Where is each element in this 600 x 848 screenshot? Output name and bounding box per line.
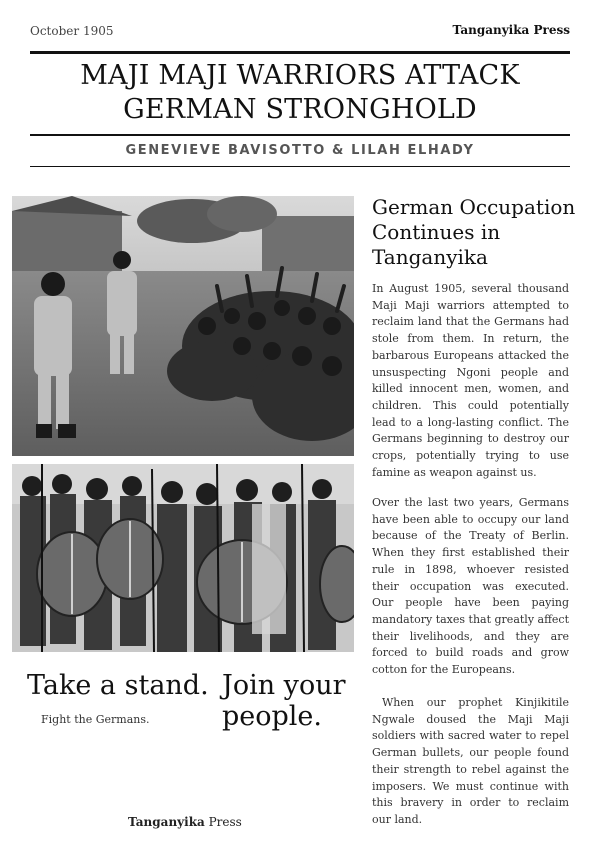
slogan-join-your-people: Join your people. [222, 670, 346, 732]
masthead-bar [30, 22, 570, 40]
article-paragraph: When our prophet Kinjikitile Ngwale doused the Maji Maji soldiers with sacred water to repel German bullets, our people found their strength to rebel against the imposers. We must continue with this bravery in order to reclaim our land. [372, 696, 569, 826]
footer-publication [128, 815, 242, 829]
headline: MAJI MAJI WARRIORS ATTACK GERMAN STRONGHOLD [80, 60, 520, 125]
warriors-photo [12, 464, 354, 652]
article-paragraph: In August 1905, several thousand Maji Maji warriors attempted to reclaim land that the Germans had stole from them. In return, the barbarous Europeans attacked the unsuspecting Ngoni people and killed innocent men, women, and children. This could potentially lead to a long-lasting conflict. The Germans beginning to destroy our crops, potentially trying to use famine as weapon against us. [372, 282, 569, 479]
footer-name-rest: Press [204, 815, 242, 829]
soldiers-photo [12, 196, 354, 456]
publication-name: Tanganyika Press [452, 23, 570, 37]
masthead-rule [30, 51, 570, 54]
article-paragraph: Over the last two years, Germans have been able to occupy our land because of the Treaty of Berlin. When they first established their rule in 1898, whoever resisted their occupation was executed. Our people have been paying mandatory taxes that greatly affect their livelihoods, and they are forced to build roads and grow cotton for the Europeans. [372, 496, 569, 677]
headline-rule [30, 134, 570, 136]
article-subheading: German Occupation Continues in Tanganyika [372, 195, 576, 269]
slogan-take-a-stand: Take a stand. [27, 670, 209, 701]
byline: GENEVIEVE BAVISOTTO & LILAH ELHADY [125, 143, 475, 158]
issue-date: October 1905 [30, 24, 114, 38]
byline-rule [30, 166, 570, 167]
slogan-fight: Fight the Germans. [41, 713, 150, 726]
footer-name-bold: Tanganyika [128, 815, 205, 829]
